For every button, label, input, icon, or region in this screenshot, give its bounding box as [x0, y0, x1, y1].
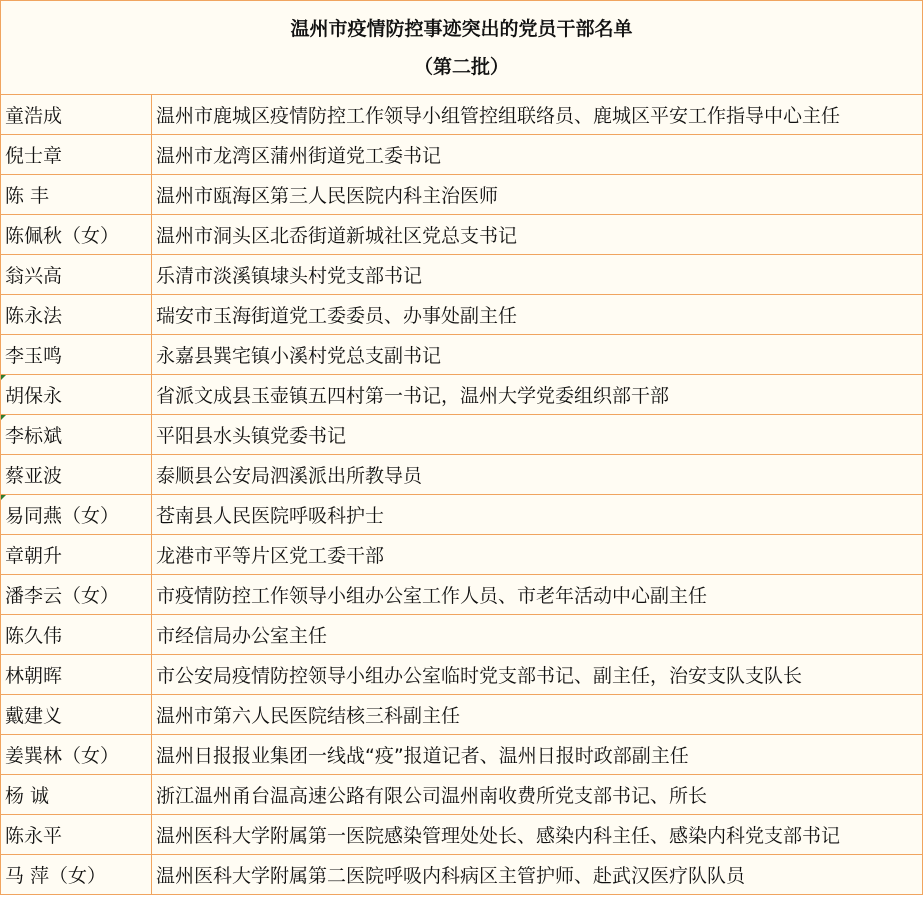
- name-text: 姜巽林（女）: [5, 745, 120, 767]
- table-row: [1, 215, 923, 255]
- position-text: 温州医科大学附属第二医院呼吸内科病区主管护师、赴武汉医疗队队员: [156, 865, 746, 887]
- position-cell[interactable]: [152, 415, 923, 455]
- name-cell[interactable]: [1, 495, 152, 535]
- position-text: 温州市第六人民医院结核三科副主任: [156, 705, 461, 727]
- position-text: 市疫情防控工作领导小组办公室工作人员、市老年活动中心副主任: [156, 585, 708, 607]
- table-row: [1, 575, 923, 615]
- position-text: 市经信局办公室主任: [156, 625, 328, 647]
- name-text: 倪士章: [5, 145, 63, 167]
- position-text: 浙江温州甬台温高速公路有限公司温州南收费所党支部书记、所长: [156, 785, 708, 807]
- name-text: 胡保永: [5, 385, 63, 407]
- position-text: 瑞安市玉海街道党工委委员、办事处副主任: [156, 305, 518, 327]
- position-text: 泰顺县公安局泗溪派出所教导员: [156, 465, 423, 487]
- title-line-1: 温州市疫情防控事迹突出的党员干部名单: [290, 17, 633, 40]
- position-cell[interactable]: [152, 535, 923, 575]
- title-row: [1, 1, 923, 95]
- name-cell[interactable]: [1, 775, 152, 815]
- position-text: 市公安局疫情防控领导小组办公室临时党支部书记、副主任，治安支队支队长: [156, 665, 803, 687]
- position-cell[interactable]: [152, 815, 923, 855]
- position-cell[interactable]: [152, 855, 923, 895]
- name-cell[interactable]: [1, 575, 152, 615]
- name-text: 潘李云（女）: [5, 585, 120, 607]
- position-text: 温州日报报业集团一线战“疫”报道记者、温州日报时政部副主任: [156, 745, 689, 767]
- position-cell[interactable]: [152, 775, 923, 815]
- name-cell[interactable]: [1, 815, 152, 855]
- position-text: 温州市龙湾区蒲州街道党工委书记: [156, 145, 442, 167]
- position-text: 苍南县人民医院呼吸科护士: [156, 505, 385, 527]
- position-cell[interactable]: [152, 335, 923, 375]
- table-row: [1, 95, 923, 135]
- table-row: [1, 655, 923, 695]
- position-text: 温州医科大学附属第一医院感染管理处处长、感染内科主任、感染内科党支部书记: [156, 825, 841, 847]
- name-cell[interactable]: [1, 695, 152, 735]
- table-row: [1, 615, 923, 655]
- position-text: 温州市洞头区北岙街道新城社区党总支书记: [156, 225, 518, 247]
- position-cell[interactable]: [152, 135, 923, 175]
- name-text: 蔡亚波: [5, 465, 63, 487]
- table-row: [1, 855, 923, 895]
- cell-comment-marker: [1, 375, 6, 380]
- table-row: [1, 495, 923, 535]
- name-cell[interactable]: [1, 415, 152, 455]
- name-text: 马 萍（女）: [5, 865, 107, 887]
- table-row: [1, 295, 923, 335]
- name-text: 林朝晖: [5, 665, 63, 687]
- position-cell[interactable]: [152, 615, 923, 655]
- position-text: 乐清市淡溪镇埭头村党支部书记: [156, 265, 423, 287]
- position-text: 平阳县水头镇党委书记: [156, 425, 347, 447]
- position-cell[interactable]: [152, 655, 923, 695]
- position-cell[interactable]: [152, 695, 923, 735]
- position-text: 永嘉县巽宅镇小溪村党总支副书记: [156, 345, 442, 367]
- table-row: [1, 775, 923, 815]
- name-cell[interactable]: [1, 375, 152, 415]
- table-row: [1, 255, 923, 295]
- name-text: 易同燕（女）: [5, 505, 120, 527]
- position-cell[interactable]: [152, 575, 923, 615]
- table-row: [1, 735, 923, 775]
- name-text: 陈佩秋（女）: [5, 225, 120, 247]
- name-text: 杨 诚: [5, 785, 50, 807]
- position-cell[interactable]: [152, 215, 923, 255]
- name-cell[interactable]: [1, 655, 152, 695]
- table-row: [1, 815, 923, 855]
- name-text: 童浩成: [5, 105, 63, 127]
- name-cell[interactable]: [1, 255, 152, 295]
- name-text: 陈永平: [5, 825, 63, 847]
- name-cell[interactable]: [1, 735, 152, 775]
- position-text: 省派文成县玉壶镇五四村第一书记，温州大学党委组织部干部: [156, 385, 670, 407]
- name-cell[interactable]: [1, 855, 152, 895]
- name-text: 陈久伟: [5, 625, 63, 647]
- position-cell[interactable]: [152, 735, 923, 775]
- cell-comment-marker: [1, 415, 6, 420]
- position-cell[interactable]: [152, 495, 923, 535]
- table-row: [1, 335, 923, 375]
- name-text: 李玉鸣: [5, 345, 63, 367]
- name-text: 李标斌: [5, 425, 63, 447]
- name-cell[interactable]: [1, 455, 152, 495]
- name-cell[interactable]: [1, 295, 152, 335]
- title-line-2: （第二批）: [414, 55, 510, 78]
- position-text: 温州市瓯海区第三人民医院内科主治医师: [156, 185, 499, 207]
- table-row: [1, 535, 923, 575]
- table-row: [1, 415, 923, 455]
- table-row: [1, 175, 923, 215]
- name-cell[interactable]: [1, 95, 152, 135]
- name-cell[interactable]: [1, 615, 152, 655]
- position-text: 温州市鹿城区疫情防控工作领导小组管控组联络员、鹿城区平安工作指导中心主任: [156, 105, 841, 127]
- cell-comment-marker: [1, 495, 6, 500]
- name-text: 翁兴高: [5, 265, 63, 287]
- name-cell[interactable]: [1, 135, 152, 175]
- position-cell[interactable]: [152, 375, 923, 415]
- table-row: [1, 375, 923, 415]
- position-cell[interactable]: [152, 175, 923, 215]
- name-text: 戴建义: [5, 705, 63, 727]
- table-row: [1, 695, 923, 735]
- title-cell[interactable]: [1, 1, 923, 95]
- position-cell[interactable]: [152, 455, 923, 495]
- name-cell[interactable]: [1, 335, 152, 375]
- name-cell[interactable]: [1, 215, 152, 255]
- position-text: 龙港市平等片区党工委干部: [156, 545, 385, 567]
- name-text: 陈永法: [5, 305, 63, 327]
- name-cell[interactable]: [1, 535, 152, 575]
- position-cell[interactable]: [152, 95, 923, 135]
- position-cell[interactable]: [152, 255, 923, 295]
- position-cell[interactable]: [152, 295, 923, 335]
- name-text: 陈 丰: [5, 185, 50, 207]
- name-cell[interactable]: [1, 175, 152, 215]
- table-row: [1, 455, 923, 495]
- table-row: [1, 135, 923, 175]
- name-text: 章朝升: [5, 545, 63, 567]
